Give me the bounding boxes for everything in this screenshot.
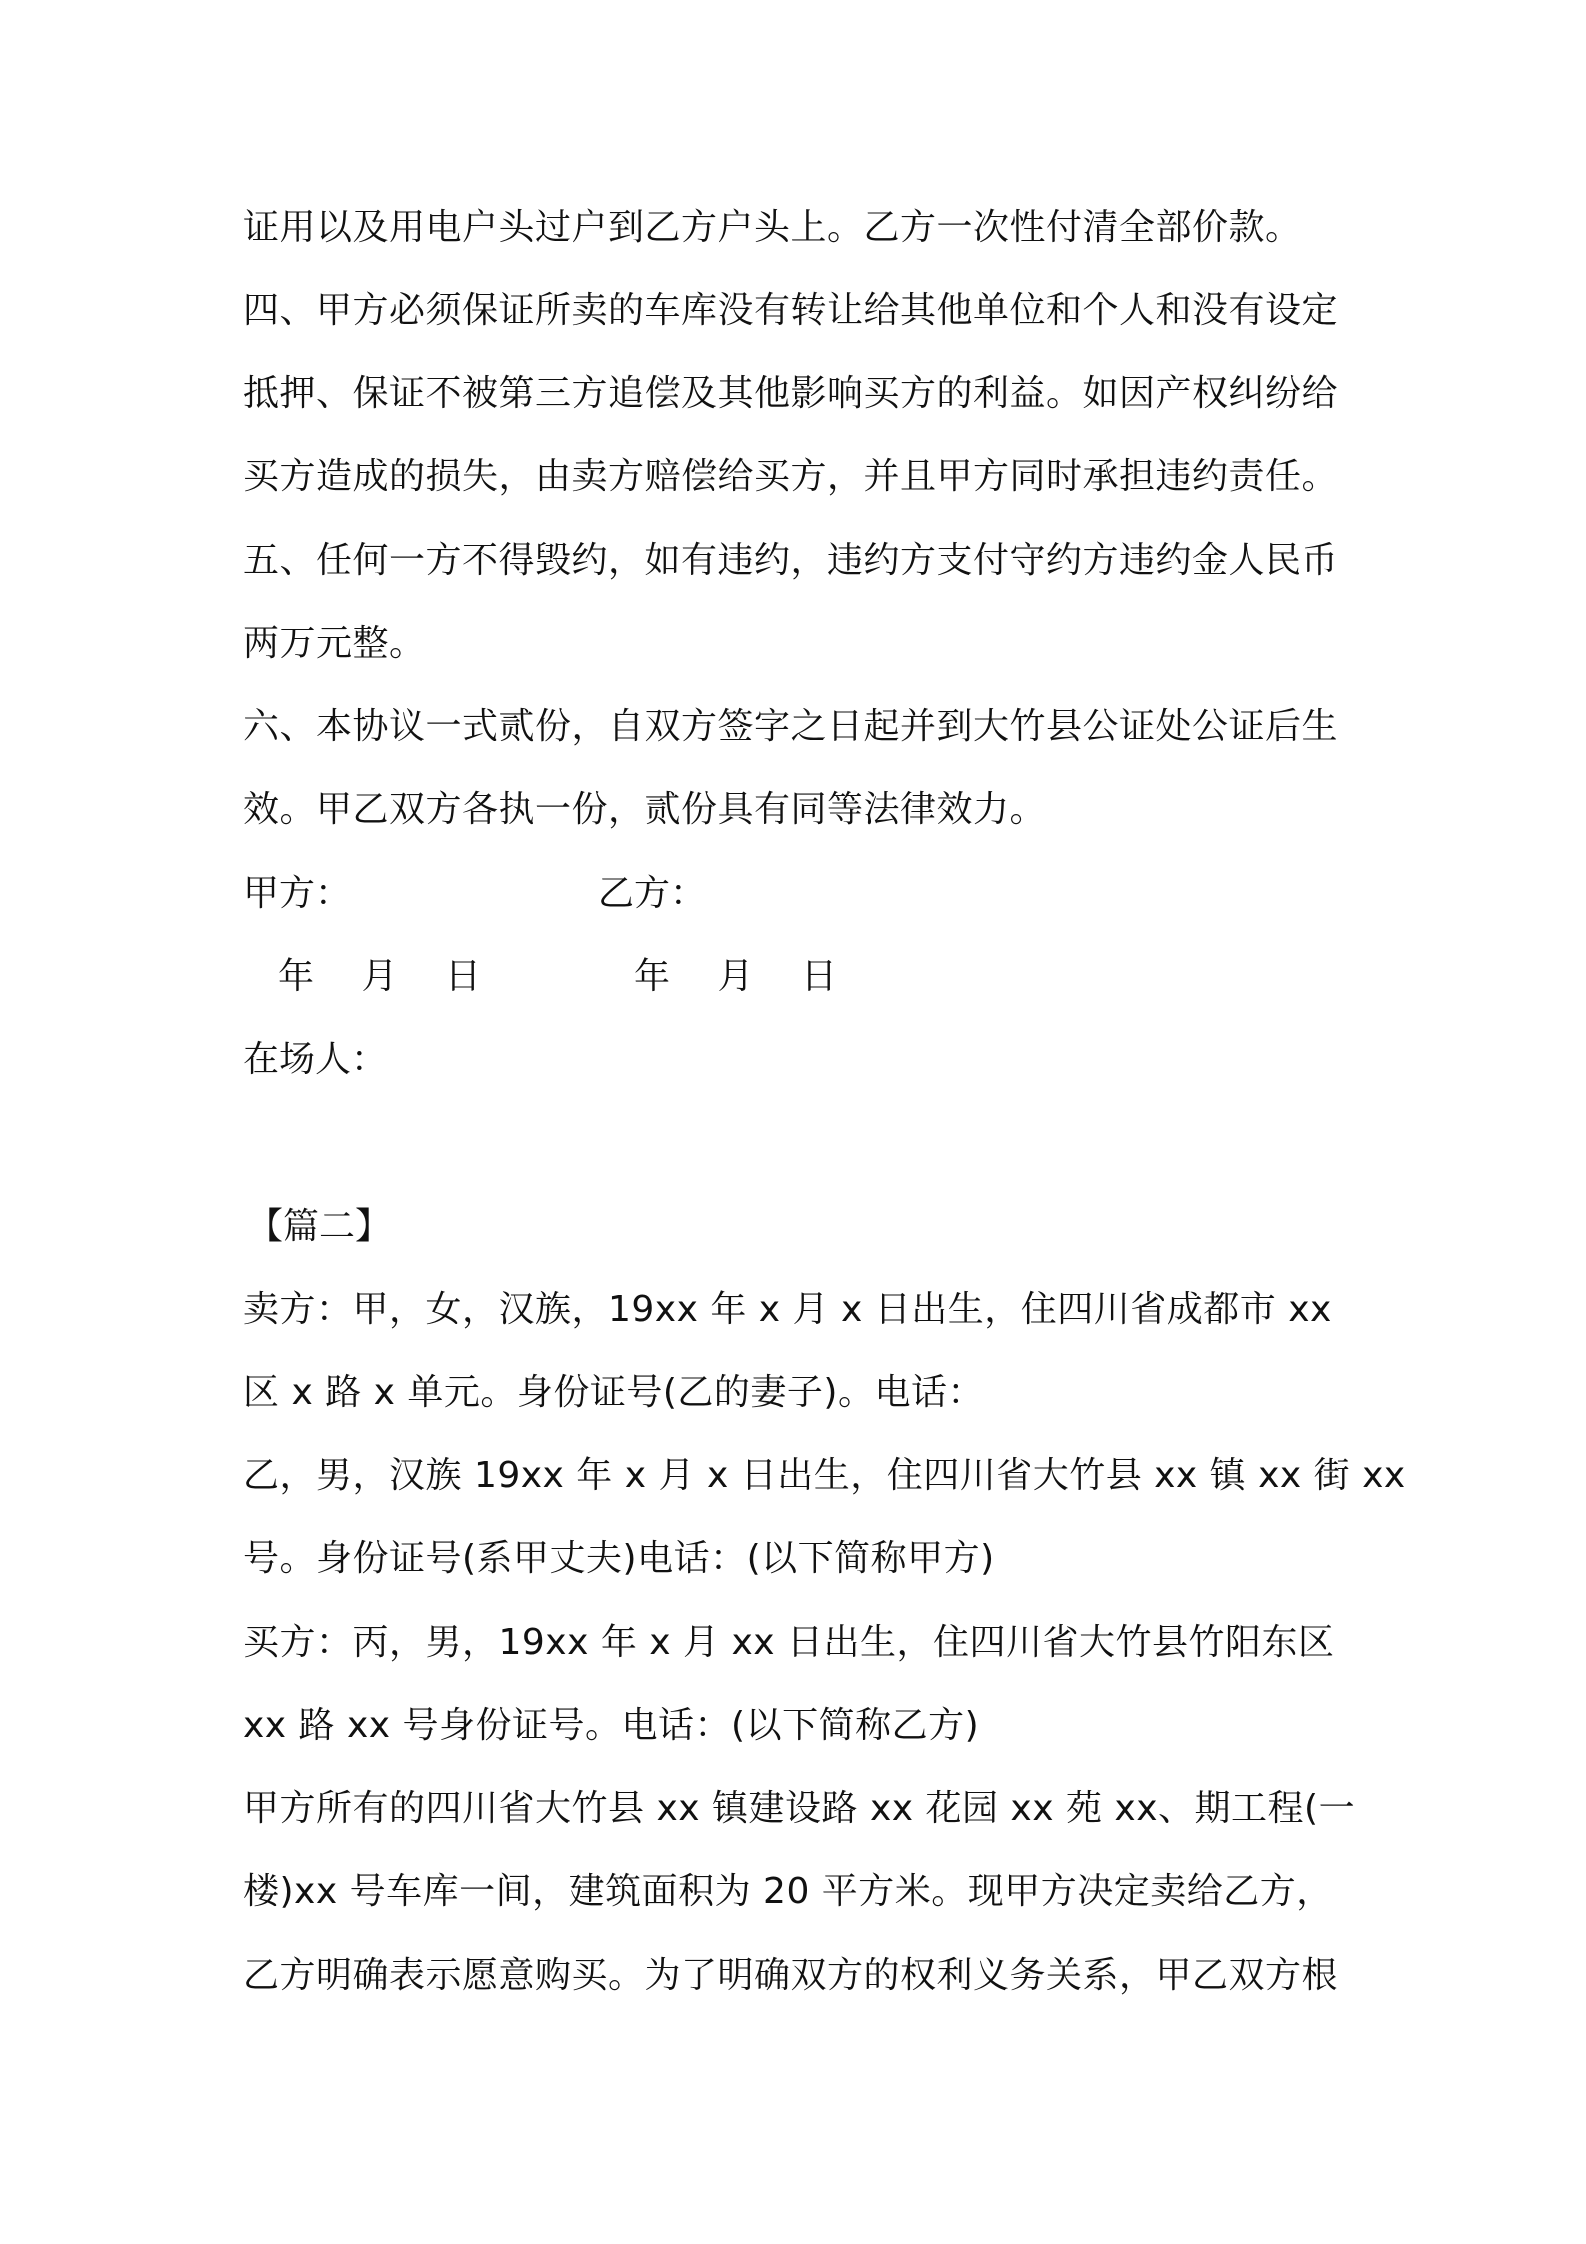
text-line: 两万元整。 bbox=[243, 623, 426, 664]
text-line: 证用以及用电户头过户到乙方户头上。乙方一次性付清全部价款。 bbox=[243, 207, 1302, 248]
party-a-date bbox=[278, 953, 481, 1001]
text-line: 四、甲方必须保证所卖的车库没有转让给其他单位和个人和没有设定 bbox=[243, 290, 1339, 331]
date-year: 年 bbox=[634, 956, 671, 997]
date-month: 月 bbox=[717, 956, 754, 997]
text-line: xx 路 xx 号身份证号。电话：(以下简称乙方) bbox=[243, 1705, 980, 1746]
text-line: 号。身份证号(系甲丈夫)电话：(以下简称甲方) bbox=[243, 1538, 995, 1579]
date-month: 月 bbox=[361, 956, 398, 997]
text-line: 六、本协议一式贰份，自双方签字之日起并到大竹县公证处公证后生 bbox=[243, 706, 1339, 747]
date-day: 日 bbox=[444, 956, 481, 997]
text-line: 楼)xx 号车库一间，建筑面积为 20 平方米。现甲方决定卖给乙方， bbox=[243, 1871, 1333, 1912]
text-line: 乙，男，汉族 19xx 年 x 月 x 日出生，住四川省大竹县 xx 镇 xx 街 xx bbox=[243, 1455, 1406, 1496]
text-line: 乙方明确表示愿意购买。为了明确双方的权利义务关系，甲乙双方根 bbox=[243, 1955, 1339, 1996]
text-line: 五、任何一方不得毁约，如有违约，违约方支付守约方违约金人民币 bbox=[243, 540, 1339, 581]
date-year: 年 bbox=[278, 956, 315, 997]
witness-label: 在场人： bbox=[243, 1039, 388, 1080]
party-b-label: 乙方： bbox=[598, 873, 707, 914]
text-line: 卖方：甲，女，汉族，19xx 年 x 月 x 日出生，住四川省成都市 xx bbox=[243, 1289, 1332, 1330]
text-line: 买方造成的损失，由卖方赔偿给买方，并且甲方同时承担违约责任。 bbox=[243, 456, 1339, 497]
text-line: 买方：丙，男，19xx 年 x 月 xx 日出生，住四川省大竹县竹阳东区 bbox=[243, 1622, 1335, 1663]
section-title: 【篇二】 bbox=[247, 1206, 392, 1247]
party-a-label: 甲方： bbox=[243, 873, 352, 914]
text-line: 甲方所有的四川省大竹县 xx 镇建设路 xx 花园 xx 苑 xx、期工程(一 bbox=[243, 1788, 1356, 1829]
party-b-date bbox=[634, 953, 837, 1001]
text-line: 区 x 路 x 单元。身份证号(乙的妻子)。电话： bbox=[243, 1372, 984, 1413]
date-day: 日 bbox=[800, 956, 837, 997]
text-line: 效。甲乙双方各执一份，贰份具有同等法律效力。 bbox=[243, 789, 1047, 830]
text-line: 抵押、保证不被第三方追偿及其他影响买方的利益。如因产权纠纷给 bbox=[243, 373, 1339, 414]
